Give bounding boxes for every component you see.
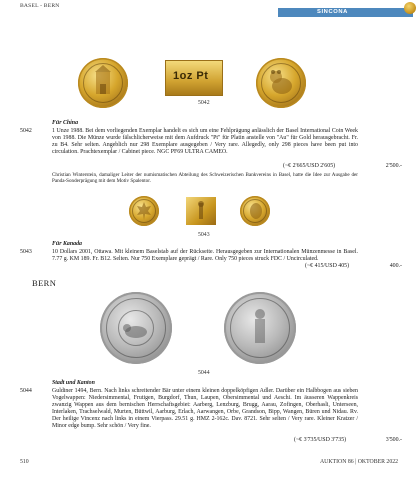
maple-coin-obverse: [129, 196, 159, 226]
panda-icon: [256, 58, 306, 108]
image-number-5042: 5042: [198, 100, 210, 106]
section-title: BERN: [32, 278, 57, 288]
lot-5043-country: Für Kanada: [52, 241, 82, 247]
panda-coin-reverse: [256, 58, 306, 108]
lot-5043-price: 400.-: [389, 263, 402, 269]
queen-portrait-icon: [240, 196, 270, 226]
lot-number: 5042: [20, 128, 32, 134]
lot-5042-price: 2'500.-: [385, 163, 402, 169]
guldiner-reverse: [224, 292, 296, 364]
running-title: BASEL - BERN: [20, 3, 60, 9]
lot-number: 5044: [20, 388, 32, 394]
lot-description: Guldiner 1494, Bern. Nach links schreitender Bär unter einem kleinen doppelköpfigen Adler. Darüber ein Halbbogen aus sieben Vogelwappen: Niedersimmental, Frutigen, Burgdorf, Thun, Laupen, Obersimmental und Aeschi. Im äusseren Wappenkreis zwanzig Wappen aus dem bernischen Herrschaftsgebiet: Aarberg, Lenzburg, Brugg, Aarau, Zofingen, Oberhasli, Unterseen, Interlaken, Trachselwald, Murten, Büttwil, Aarburg, Erlach, Aarwangen, Orbe, Grandson, Bipp, Wangen, Büren und Nidau. Rv. Der heilige Vincenz nach links in einem Vierpass. 29.51 g. HMZ 2-162c. Dav. 8721. Sehr selten / Very rare. Kleiner Kratzer / Minor edge bump. Sehr schön / Very fine.: [52, 388, 358, 429]
logo-coin-icon: [404, 2, 416, 14]
coin-detail-closeup: [186, 197, 216, 225]
lot-5043-estimate: (~€ 415/USD 405): [305, 263, 350, 269]
bar-inscription: 1oz Pt: [173, 70, 209, 82]
lot-5042-note: Christian Winterstein, damaliger Leiter der numismatischen Abteilung des Schweizerischen Bankvereins in Basel, hatte die Idee zur Ausgabe der Panda-Sonderprägung mit dem Motiv Spalentor.: [52, 172, 358, 185]
platinum-bar-image: [165, 60, 223, 96]
panda-coin-obverse: [78, 58, 128, 108]
lot-description: 1 Unze 1988. Bei dem vorliegenden Exemplar handelt es sich um eine Fehlprägung anlässlich der Basel International Coin Week von 1988. Die Münze wurde fälschlicherweise mit dem Aufdruck "Pt" für Platin anstelle von "Au" für Gold herausgebracht. Fr. zu B4. Sehr selten. Angeblich nur 298 Exemplare ausgegeben / Very rare. Allegedly, only 298 pieces have been put into circulation. Prachtexemplar / Cabinet piece. NGC PF69 ULTRA CAMEO.: [52, 128, 358, 155]
lot-5044-estimate: (~€ 3'735/USD 3'735): [294, 437, 347, 443]
maple-coin-reverse: [240, 196, 270, 226]
lot-5044-country: Stadt und Kanton: [52, 380, 95, 386]
image-number-5044: 5044: [198, 370, 210, 376]
logo-text: SINCONA: [317, 9, 348, 15]
lot-number: 5043: [20, 249, 32, 255]
maple-leaf-icon: [129, 196, 159, 226]
lot-5044-price: 3'500.-: [385, 437, 402, 443]
lot-description: 10 Dollars 2001, Ottawa. Mit kleinem Baselstab auf der Rückseite. Herausgegeben zur Internationalen Münzenmesse in Basel. 7.77 g. KM 189. Fr. B12. Selten. Nur 750 Exemplare geprägt / Rare. Only 750 pieces struck FDC / Uncirculated.: [52, 249, 358, 262]
bear-icon: [100, 292, 172, 364]
page-number: 510: [20, 459, 29, 465]
baselstab-icon: [186, 197, 216, 225]
lot-5042-country: Für China: [52, 120, 79, 126]
saint-vincent-icon: [224, 292, 296, 364]
guldiner-obverse: [100, 292, 172, 364]
spalentor-gate-icon: [78, 58, 128, 108]
image-number-5043: 5043: [198, 232, 210, 238]
auction-info: AUKTION 86 | OKTOBER 2022: [320, 459, 399, 465]
lot-5042-estimate: (~€ 2'665/USD 2'605): [283, 163, 336, 169]
